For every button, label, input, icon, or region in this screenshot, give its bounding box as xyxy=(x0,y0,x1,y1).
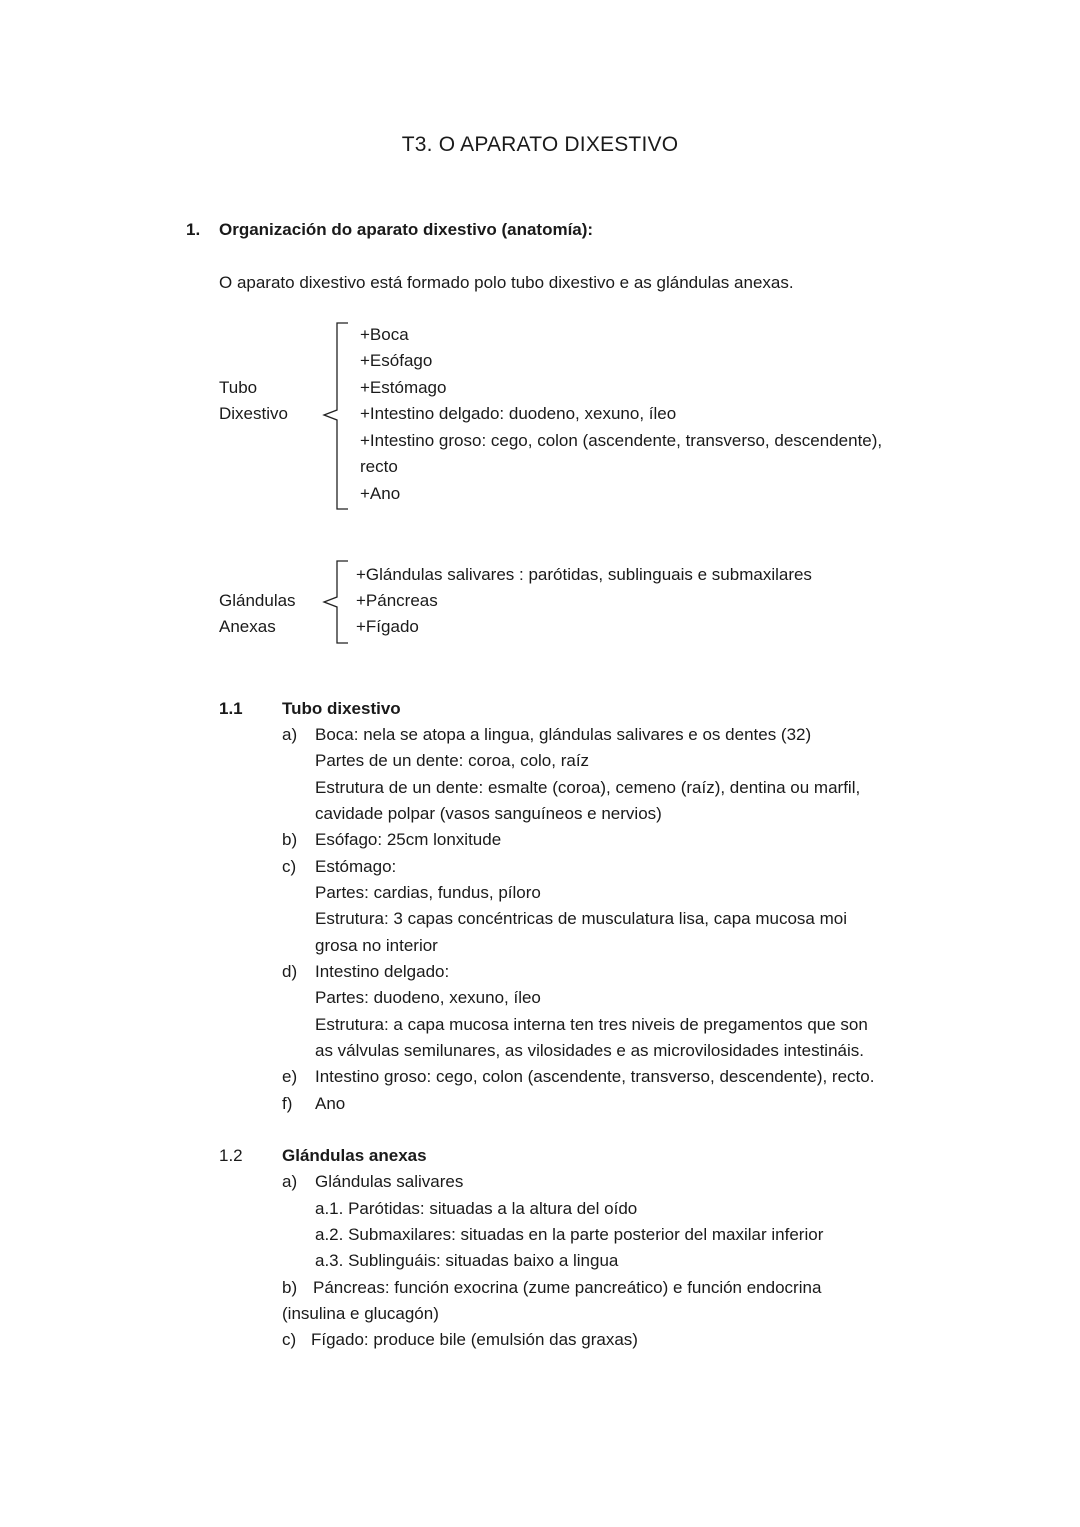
glandulas-label-line1: Glándulas xyxy=(219,591,296,610)
list-item: Intestino groso: cego, colon (ascendente, transverso, descendente), recto. xyxy=(315,1067,875,1086)
tubo-item: +Ano xyxy=(360,484,401,503)
glandulas-item: +Glándulas salivares : parótidas, sublinguais e submaxilares xyxy=(356,565,812,584)
tubo-item: +Estómago xyxy=(360,378,447,397)
tubo-item: +Boca xyxy=(360,325,409,344)
list-item: Partes de un dente: coroa, colo, raíz xyxy=(315,751,590,770)
list-item: Estrutura: 3 capas concéntricas de musculatura lisa, capa mucosa moi xyxy=(315,909,847,928)
list-item: Ano xyxy=(315,1094,346,1113)
list-marker: a) xyxy=(282,1172,298,1191)
list-marker: b) xyxy=(282,1278,298,1297)
list-marker: b) xyxy=(282,830,298,849)
glandulas-item: +Fígado xyxy=(356,617,419,636)
tubo-item: +Esófago xyxy=(360,351,433,370)
sub-list-item: a.1. Parótidas: situadas a la altura del oído xyxy=(315,1199,638,1218)
sub-list-item: a.3. Sublinguáis: situadas baixo a lingua xyxy=(315,1251,619,1270)
glandulas-item: +Páncreas xyxy=(356,591,438,610)
list-item: Intestino delgado: xyxy=(315,962,450,981)
list-marker: d) xyxy=(282,962,298,981)
glandulas-label-line2: Anexas xyxy=(219,617,276,636)
list-item: Esófago: 25cm lonxitude xyxy=(315,830,502,849)
list-item: Estrutura de un dente: esmalte (coroa), cemeno (raíz), dentina ou marfil, xyxy=(315,778,861,797)
section-number: 1. xyxy=(186,220,201,239)
section-heading: Organización do aparato dixestivo (anatomía): xyxy=(219,220,594,239)
list-marker: c) xyxy=(282,857,297,876)
list-item: Boca: nela se atopa a lingua, glándulas salivares e os dentes (32) xyxy=(315,725,812,744)
list-marker: a) xyxy=(282,725,298,744)
subsection-number: 1.2 xyxy=(219,1146,243,1165)
list-item: Páncreas: función exocrina (zume pancreático) e función endocrina xyxy=(313,1278,822,1297)
list-item: Estómago: xyxy=(315,857,397,876)
list-item: grosa no interior xyxy=(315,936,438,955)
list-item: Partes: cardias, fundus, píloro xyxy=(315,883,541,902)
sub-list-item: a.2. Submaxilares: situadas en la parte posterior del maxilar inferior xyxy=(315,1225,824,1244)
tubo-brace xyxy=(320,322,350,510)
subsection-heading: Glándulas anexas xyxy=(282,1146,427,1165)
tubo-label-line2: Dixestivo xyxy=(219,404,288,423)
glandulas-brace xyxy=(320,560,350,644)
subsection-heading: Tubo dixestivo xyxy=(282,699,401,718)
list-item: Fígado: produce bile (emulsión das graxas) xyxy=(311,1330,638,1349)
tubo-item: +Intestino groso: cego, colon (ascendente, transverso, descendente), xyxy=(360,431,883,450)
subsection-number: 1.1 xyxy=(219,699,243,718)
page-title: T3. O APARATO DIXESTIVO xyxy=(401,133,679,156)
list-item: Partes: duodeno, xexuno, íleo xyxy=(315,988,541,1007)
list-marker: f) xyxy=(282,1094,293,1113)
list-marker: e) xyxy=(282,1067,298,1086)
list-item: Glándulas salivares xyxy=(315,1172,464,1191)
list-item: cavidade polpar (vasos sanguíneos e nervios) xyxy=(315,804,662,823)
tubo-label-line1: Tubo xyxy=(219,378,258,397)
list-item-continuation: (insulina e glucagón) xyxy=(282,1304,439,1323)
tubo-item: recto xyxy=(360,457,398,476)
section-intro: O aparato dixestivo está formado polo tubo dixestivo e as glándulas anexas. xyxy=(219,273,794,292)
list-item: Estrutura: a capa mucosa interna ten tres niveis de pregamentos que son xyxy=(315,1015,868,1034)
list-item: as válvulas semilunares, as vilosidades e as microvilosidades intestináis. xyxy=(315,1041,864,1060)
list-marker: c) xyxy=(282,1330,297,1349)
tubo-item: +Intestino delgado: duodeno, xexuno, íleo xyxy=(360,404,677,423)
